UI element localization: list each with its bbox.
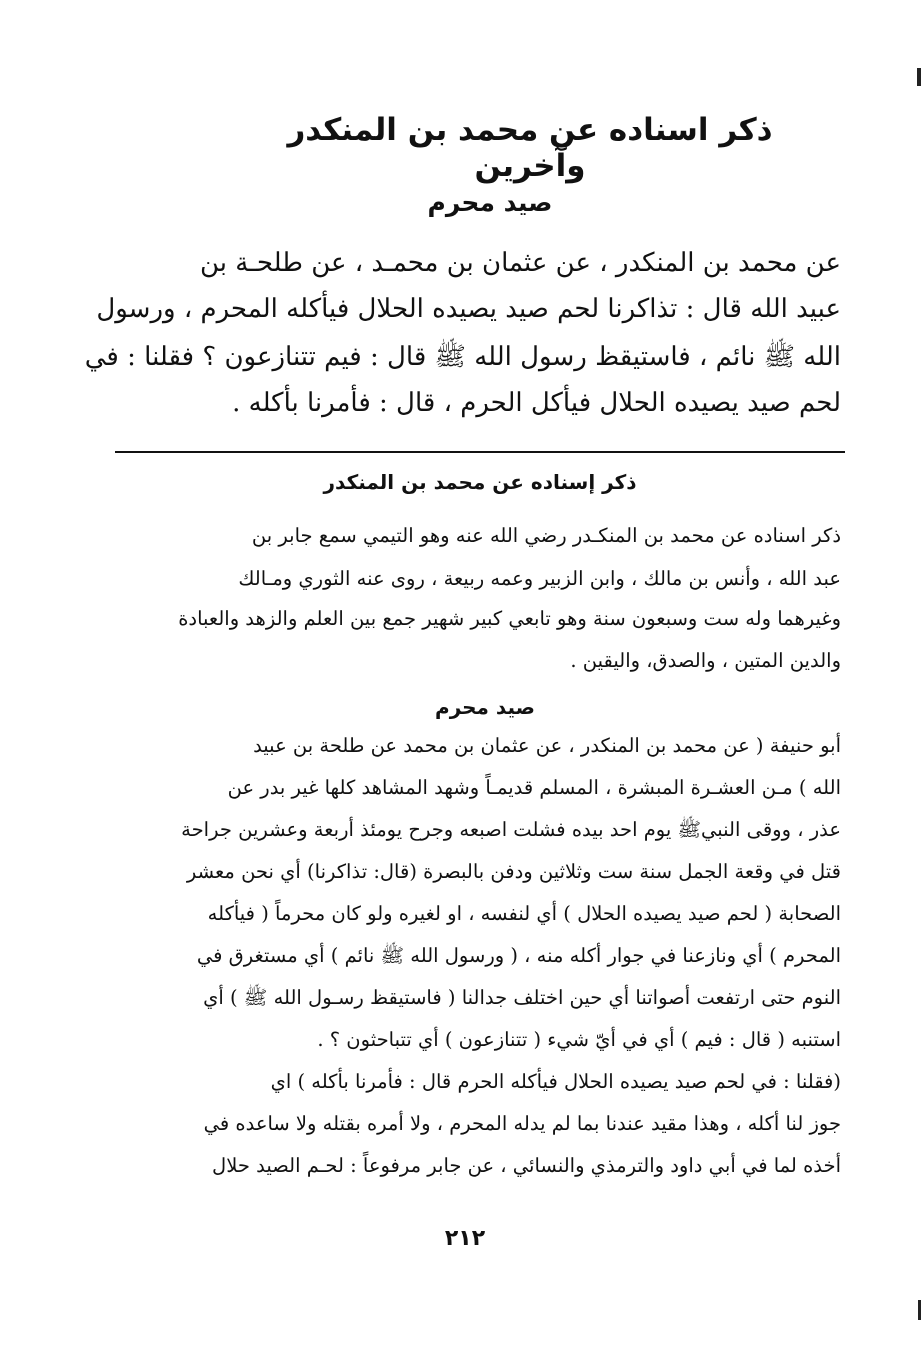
isnad-line: عبد الله ، وأنس بن مالك ، وابن الزبير وعمه ربيعة ، روى عنه الثوري ومـالك bbox=[238, 567, 841, 590]
isnad-line: وغيرهما وله ست وسبعون سنة وهو تابعي كبير شهير جمع بين العلم والزهد والعبادة bbox=[178, 607, 841, 630]
isnad-title: ذكر إسناده عن محمد بن المنكدر bbox=[323, 470, 637, 494]
hadith-section-title: صيد محرم bbox=[427, 188, 553, 217]
commentary-line: أبو حنيفة ( عن محمد بن المنكدر ، عن عثمان بن محمد عن طلحة بن عبيد bbox=[253, 734, 841, 757]
commentary-line: (فقلنا : في لحم صيد يصيده الحلال فيأكله الحرم قال : فأمرنا بأكله ) اي bbox=[270, 1070, 841, 1093]
hadith-line: لحم صيد يصيده الحلال فيأكل الحرم ، قال : فأمرنا بأكله . bbox=[232, 388, 841, 418]
commentary-line: أخذه لما في أبي داود والترمذي والنسائي ، عن جابر مرفوعاً : لحـم الصيد حلال bbox=[212, 1154, 841, 1177]
commentary-line: جوز لنا أكله ، وهذا مقيد عندنا بما لم يدله المحرم ، ولا أمره بقتله ولا ساعده في bbox=[203, 1112, 841, 1135]
commentary-line: قتل في وقعة الجمل سنة ست وثلاثين ودفن بالبصرة (قال: تذاكرنا) أي نحن معشر bbox=[186, 860, 841, 883]
commentary-section-title: صيد محرم bbox=[435, 695, 535, 719]
scan-edge-mark bbox=[917, 68, 921, 86]
page-number: ٢١٢ bbox=[444, 1226, 486, 1251]
commentary-line: المحرم ) أي ونازعنا في جوار أكله منه ، ( ورسول الله ﷺ نائم ) أي مستغرق في bbox=[196, 944, 841, 967]
isnad-line: والدين المتين ، والصدق، واليقين . bbox=[570, 649, 841, 672]
scan-edge-mark bbox=[918, 1300, 921, 1320]
commentary-line: عذر ، ووقى النبيﷺ يوم احد بيده فشلت اصبعه وجرح يومئذ أربعة وعشرين جراحة bbox=[181, 818, 841, 841]
chapter-heading: ذكر اسناده عن محمد بن المنكدر وآخرين bbox=[287, 112, 773, 184]
commentary-line: الله ) مـن العشـرة المبشرة ، المسلم قديمـاً وشهد المشاهد كلها غير بدر عن bbox=[227, 776, 841, 799]
isnad-line: ذكر اسناده عن محمد بن المنكـدر رضي الله عنه وهو التيمي سمع جابر بن bbox=[251, 524, 841, 547]
commentary-line: النوم حتى ارتفعت أصواتنا أي حين اختلف جدالنا ( فاستيقظ رسـول الله ﷺ ) أي bbox=[203, 986, 841, 1009]
commentary-line: استنبه ( قال : فيم ) أي في أيّ شيء ( تتنازعون ) أي تتباحثون ؟ . bbox=[317, 1028, 841, 1051]
hadith-line: عبيد الله قال : تذاكرنا لحم صيد يصيده الحلال فيأكله المحرم ، ورسول bbox=[96, 294, 841, 324]
hadith-line: عن محمد بن المنكدر ، عن عثمان بن محمـد ، عن طلحـة بن bbox=[200, 248, 841, 278]
section-divider bbox=[115, 451, 845, 453]
commentary-line: الصحابة ( لحم صيد يصيده الحلال ) أي لنفسه ، او لغيره ولو كان محرماً ( فيأكله bbox=[207, 902, 841, 925]
hadith-line: الله ﷺ نائم ، فاستيقظ رسول الله ﷺ قال : فيم تتنازعون ؟ فقلنا : في bbox=[84, 342, 841, 372]
